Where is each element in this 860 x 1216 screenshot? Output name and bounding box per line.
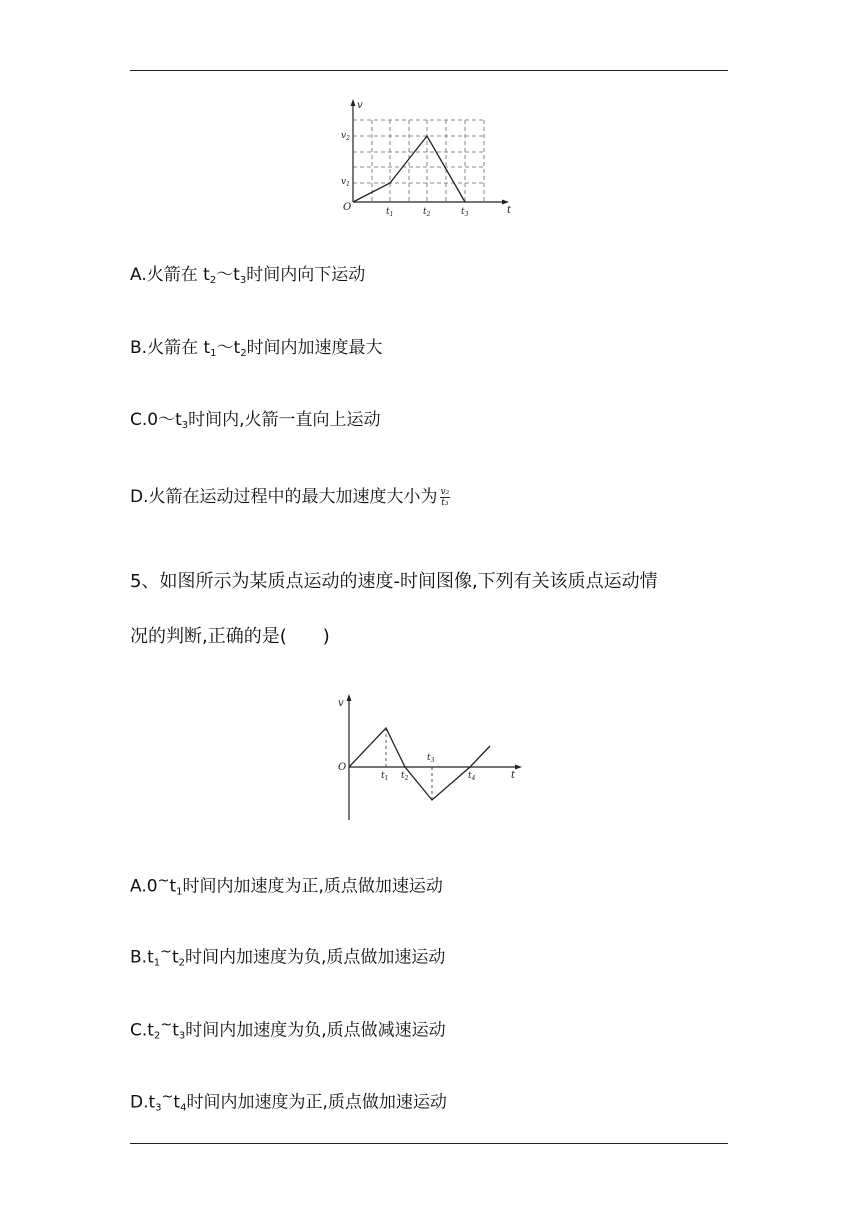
t1-label: $t_1$: [381, 771, 389, 782]
t3-label: $t_3$: [461, 207, 469, 218]
t-axis-label: t: [511, 770, 516, 781]
q4-option-c: $C.0\sim t_3$时间内,火箭一直向上运动: [130, 410, 381, 431]
q5-stem-line1: 5、如图所示为某质点运动的速度-时间图像,下列有关该质点运动情: [130, 571, 658, 592]
q5-option-b: $B.t_1^\sim t_2$时间内加速度为负,质点做加速运动: [130, 944, 446, 969]
header-rule: [130, 70, 728, 71]
velocity-curve: [349, 728, 490, 800]
q5-option-c: $C.t_2^\sim t_3$时间内加速度为负,质点做减速运动: [130, 1017, 446, 1042]
t4-label: $t_4$: [468, 771, 476, 782]
t1-label: $t_1$: [386, 207, 394, 218]
v-axis-arrow: [347, 694, 352, 701]
q4-option-b: B.火箭在 $t_1\sim t_2$时间内加速度最大: [130, 338, 383, 359]
t-axis-arrow: [502, 200, 509, 205]
t2-label: $t_2$: [401, 771, 409, 782]
v-axis-label: v: [338, 698, 344, 709]
origin-label: O: [343, 202, 352, 213]
origin-label: O: [338, 762, 347, 773]
grid-lines: [353, 120, 484, 202]
vt-graph-particle: [330, 690, 530, 822]
footer-rule: [130, 1143, 728, 1144]
q5-option-a: $A.0^\sim t_1$时间内加速度为正,质点做加速运动: [130, 873, 443, 898]
q4-option-a: A.火箭在 $t_2\sim t_3$时间内向下运动: [130, 265, 366, 286]
vt-graph-rocket: [335, 96, 525, 221]
v-axis-label: v: [357, 100, 363, 111]
t2-label: $t_2$: [423, 207, 431, 218]
v2-label: $v_2$: [341, 131, 350, 142]
t-axis-arrow: [515, 765, 522, 770]
t3-label: $t_3$: [427, 753, 435, 764]
q4-option-d: D.火箭在运动过程中的最大加速度大小为 $\frac{\text{v₂}}{\text{t₃}}$: [130, 486, 450, 508]
v-axis-arrow: [351, 99, 356, 106]
fraction-v2-over-t3: $\frac{\text{v₂}}{\text{t₃}}$: [440, 486, 450, 508]
q5-stem-line2: 况的判断,正确的是( ): [130, 626, 330, 647]
t-axis-label: t: [507, 205, 512, 216]
q5-option-d: $D.t_3^\sim t_4$时间内加速度为正,质点做加速运动: [130, 1089, 447, 1114]
v1-label: $v_1$: [341, 177, 350, 188]
